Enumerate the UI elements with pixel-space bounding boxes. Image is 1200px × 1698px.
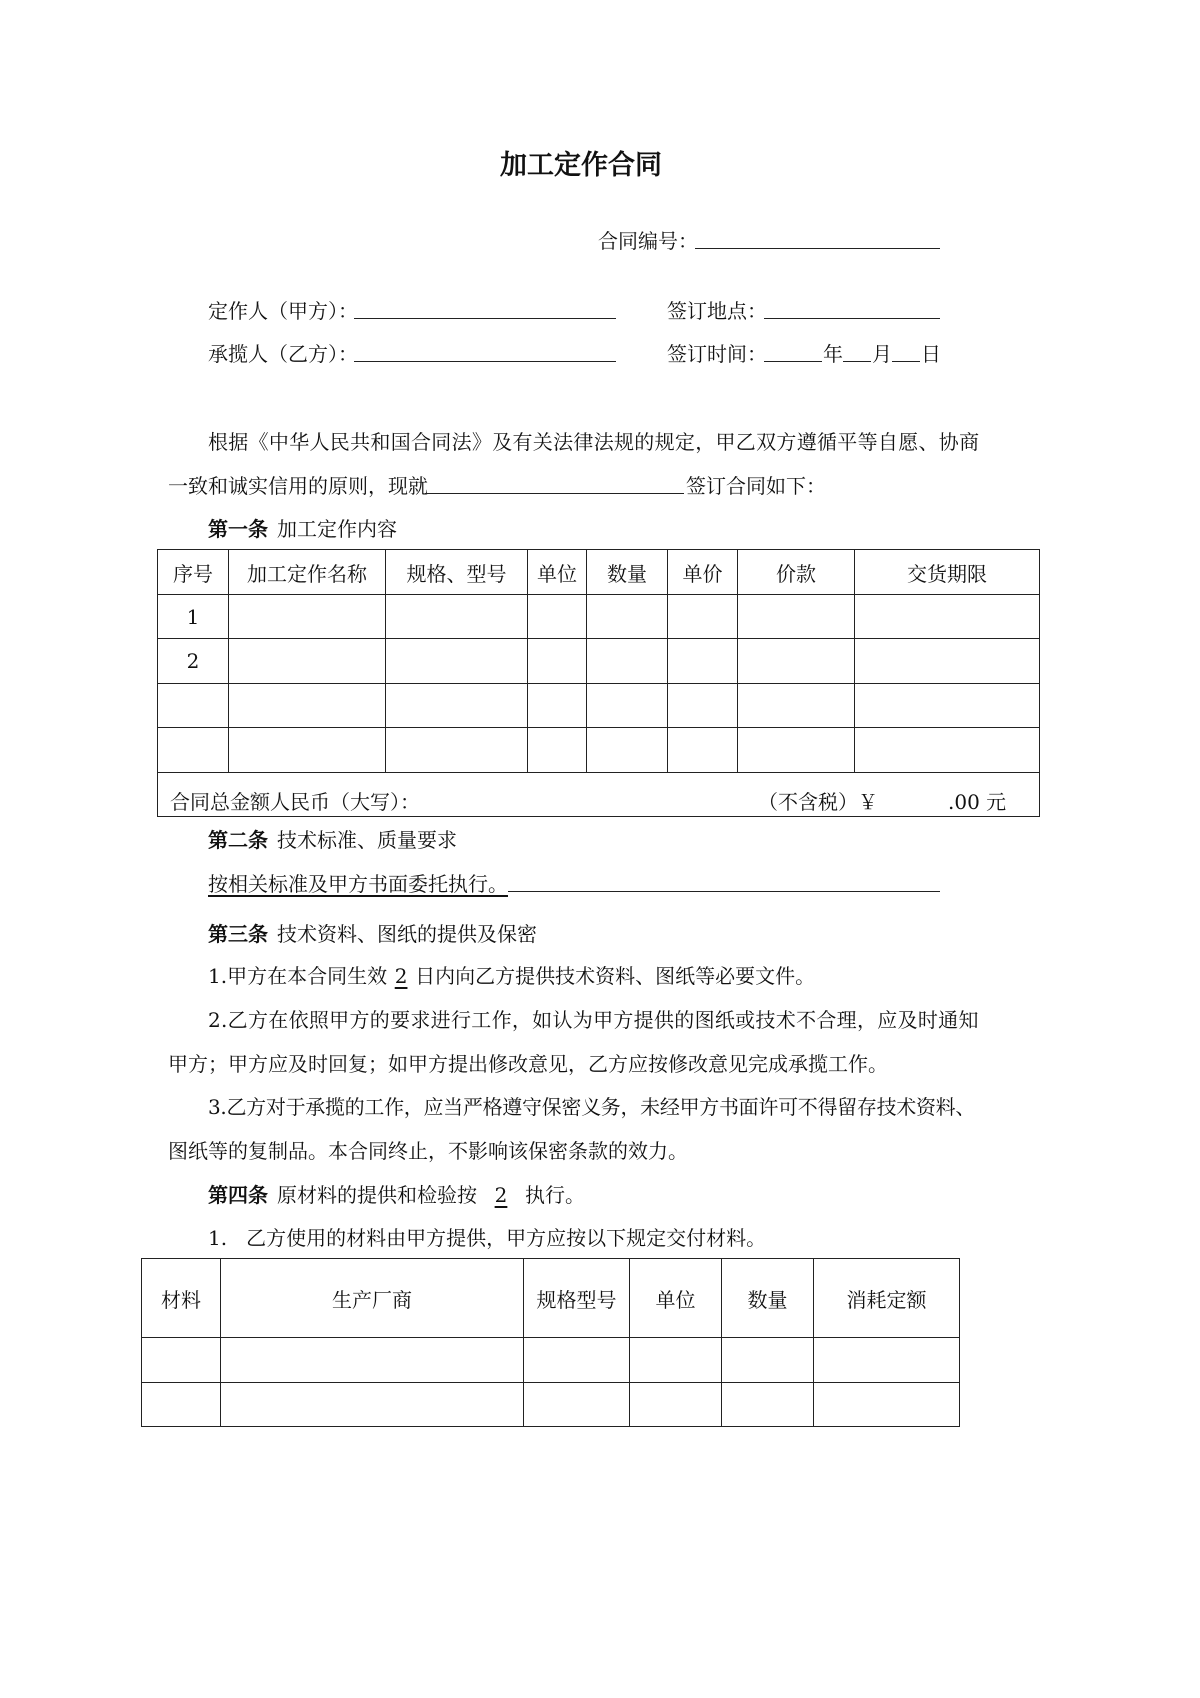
article-3-head: 第三条: [208, 922, 268, 946]
month-label: 月: [872, 342, 892, 366]
table-cell[interactable]: [221, 1338, 524, 1383]
article-4-text-a: 原材料的提供和检验按: [277, 1183, 477, 1207]
table-cell[interactable]: [524, 1383, 630, 1427]
table-cell[interactable]: [524, 1338, 630, 1383]
header-cell: 规格型号: [524, 1259, 630, 1338]
header-cell: 数量: [722, 1259, 814, 1338]
article-3-clause-3-line-1: 3.乙方对于承揽的工作，应当严格遵守保密义务，未经甲方书面许可不得留存技术资料、: [208, 1095, 976, 1119]
article-4-head: 第四条: [208, 1183, 268, 1207]
header-cell: 数量: [587, 550, 668, 595]
article-3-clause-3-line-2: 图纸等的复制品。本合同终止，不影响该保密条款的效力。: [168, 1139, 688, 1163]
table-cell[interactable]: [229, 639, 386, 684]
table-cell[interactable]: [158, 728, 229, 773]
article-3-clause-1: [208, 966, 815, 986]
total-tax-label: （不含税）￥: [758, 790, 878, 814]
article-4-text-b: 执行。: [525, 1183, 585, 1207]
article-3-days-value[interactable]: 2: [394, 964, 408, 988]
table-cell[interactable]: [814, 1383, 960, 1427]
table-header-row: [142, 1259, 960, 1338]
sign-place-label: 签订地点：: [667, 299, 767, 323]
preamble-line-2b: 签订合同如下：: [686, 474, 826, 498]
preamble-line-2a: 一致和诚实信用的原则，现就: [168, 474, 428, 498]
table-cell: 1: [158, 595, 229, 639]
header-cell: 生产厂商: [221, 1259, 524, 1338]
table-cell: 2: [158, 639, 229, 684]
article-2-head: 第二条: [208, 828, 268, 852]
processing-items-table: [157, 549, 1040, 817]
total-amount: .00 元: [948, 790, 1007, 814]
table-row: [158, 684, 1040, 728]
contract-no-label: 合同编号：: [598, 229, 698, 253]
article-4-line: [208, 1185, 585, 1205]
article-3-title: 技术资料、图纸的提供及保密: [277, 922, 537, 946]
party-a-field[interactable]: [354, 318, 616, 319]
table-row: [158, 595, 1040, 639]
article-3-clause-1-b: 日内向乙方提供技术资料、图纸等必要文件。: [415, 964, 816, 988]
header-cell: 加工定作名称: [229, 550, 386, 595]
table-cell[interactable]: [528, 728, 587, 773]
table-cell[interactable]: [386, 595, 528, 639]
table-cell[interactable]: [229, 595, 386, 639]
article-3-clause-2-line-1: 2.乙方在依照甲方的要求进行工作，如认为甲方提供的图纸或技术不合理，应及时通知: [208, 1008, 979, 1032]
table-cell[interactable]: [386, 728, 528, 773]
table-cell[interactable]: [855, 684, 1040, 728]
sign-place-field[interactable]: [764, 318, 940, 319]
table-cell[interactable]: [386, 684, 528, 728]
table-cell[interactable]: [722, 1338, 814, 1383]
table-cell[interactable]: [855, 595, 1040, 639]
table-cell[interactable]: [855, 639, 1040, 684]
article-1-head: 第一条: [208, 517, 268, 541]
table-cell[interactable]: [738, 684, 855, 728]
table-cell[interactable]: [386, 639, 528, 684]
contract-no-field[interactable]: [695, 248, 940, 249]
table-cell[interactable]: [158, 684, 229, 728]
preamble-line-1: 根据《中华人民共和国合同法》及有关法律法规的规定，甲乙双方遵循平等自愿、协商: [208, 430, 980, 454]
sign-year-field[interactable]: [764, 361, 822, 362]
sign-month-field[interactable]: [843, 361, 871, 362]
header-cell: 材料: [142, 1259, 221, 1338]
table-header-row: [158, 550, 1040, 595]
table-row: [142, 1383, 960, 1427]
table-cell[interactable]: [738, 595, 855, 639]
header-cell: 序号: [158, 550, 229, 595]
day-label: 日: [921, 342, 941, 366]
page-title: 加工定作合同: [500, 150, 662, 181]
article-3-clause-2-line-2: 甲方；甲方应及时回复；如甲方提出修改意见，乙方应按修改意见完成承揽工作。: [168, 1052, 888, 1076]
article-2-body: 按相关标准及甲方书面委托执行。: [208, 872, 508, 896]
table-cell[interactable]: [142, 1338, 221, 1383]
table-cell[interactable]: [528, 595, 587, 639]
article-1-title: 加工定作内容: [277, 517, 397, 541]
header-cell: 规格、型号: [386, 550, 528, 595]
article-3-clause-1-a: 1.甲方在本合同生效: [208, 964, 388, 988]
article-4-value[interactable]: 2: [494, 1183, 508, 1207]
article-2-title: 技术标准、质量要求: [277, 828, 457, 852]
table-cell[interactable]: [229, 728, 386, 773]
table-cell[interactable]: [528, 639, 587, 684]
header-cell: 单位: [528, 550, 587, 595]
header-cell: 价款: [738, 550, 855, 595]
materials-table: [141, 1258, 960, 1427]
table-total-row: [158, 773, 1040, 817]
table-cell[interactable]: [229, 684, 386, 728]
table-row: [158, 728, 1040, 773]
table-cell[interactable]: [587, 639, 668, 684]
total-cell[interactable]: [158, 773, 1040, 817]
table-cell[interactable]: [814, 1338, 960, 1383]
party-a-label: 定作人（甲方）：: [208, 299, 358, 323]
table-cell[interactable]: [587, 728, 668, 773]
table-cell[interactable]: [668, 728, 738, 773]
header-cell: 消耗定额: [814, 1259, 960, 1338]
table-row: [142, 1338, 960, 1383]
article-4-clause-1: 1. 乙方使用的材料由甲方提供，甲方应按以下规定交付材料。: [208, 1226, 767, 1250]
table-cell[interactable]: [630, 1338, 722, 1383]
article-2-field[interactable]: [508, 891, 940, 892]
table-cell[interactable]: [587, 684, 668, 728]
party-b-label: 承揽人（乙方）：: [208, 342, 358, 366]
table-cell[interactable]: [630, 1383, 722, 1427]
table-cell[interactable]: [722, 1383, 814, 1427]
table-cell[interactable]: [142, 1383, 221, 1427]
preamble-subject-field[interactable]: [425, 493, 684, 494]
total-label: 合同总金额人民币（大写）：: [170, 790, 420, 814]
header-cell: 单价: [668, 550, 738, 595]
party-b-field[interactable]: [354, 361, 616, 362]
table-cell[interactable]: [668, 595, 738, 639]
table-cell[interactable]: [738, 728, 855, 773]
sign-day-field[interactable]: [892, 361, 920, 362]
table-row: [158, 639, 1040, 684]
table-cell[interactable]: [221, 1383, 524, 1427]
table-cell[interactable]: [668, 639, 738, 684]
table-cell[interactable]: [528, 684, 587, 728]
year-label: 年: [823, 342, 843, 366]
table-cell[interactable]: [668, 684, 738, 728]
table-cell[interactable]: [587, 595, 668, 639]
header-cell: 单位: [630, 1259, 722, 1338]
table-cell[interactable]: [855, 728, 1040, 773]
table-cell[interactable]: [738, 639, 855, 684]
header-cell: 交货期限: [855, 550, 1040, 595]
sign-time-label: 签订时间：: [667, 342, 767, 366]
